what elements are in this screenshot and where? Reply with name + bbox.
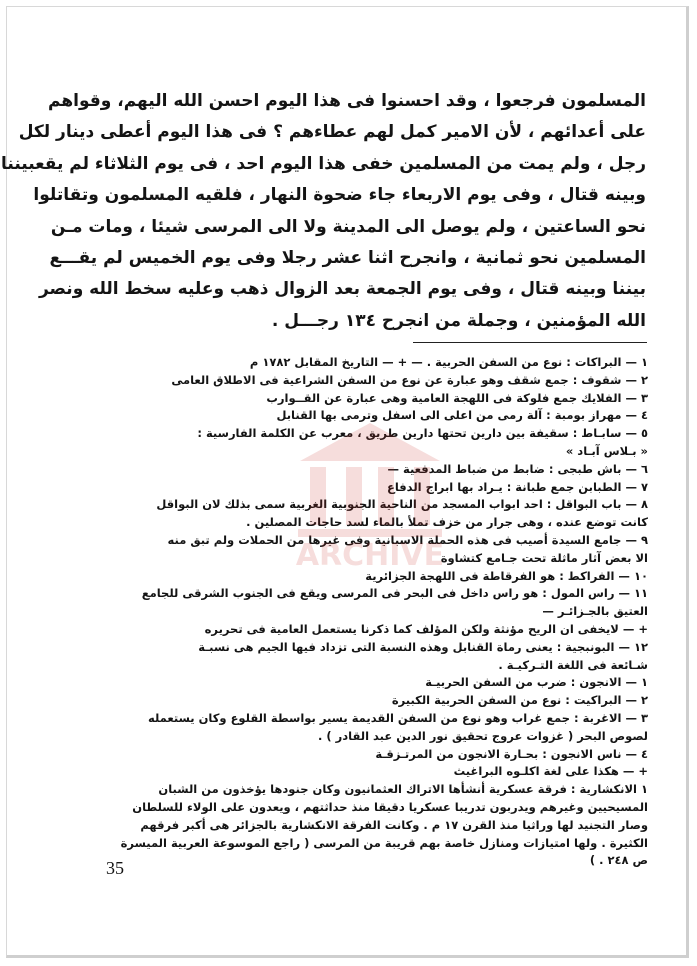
main-text-line: وبينه قتال ، وفى يوم الاربعاء جاء ضحوة النهار ، فلقيه المسلمون وتقاتلوا [33,185,646,206]
footnote-line: كانت توضع عنده ، وهى جرار من خزف تملأ بالماء لسد حاجات المصلين . [246,515,648,530]
footnote-line: ٣ — الاغربة : جمع غراب وهو نوع من السفن القديمة يسير بواسطة القلوع وكان يستعمله [148,710,648,725]
footnote-line: العتيق بالجـزائـر — [542,604,648,619]
footnote-line: ٢ — شقوف : جمع شقف وهو عبارة عن نوع من السفن الشراعية فى الاطلاق العامى [171,372,648,387]
footnote-line: ص ٢٤٨ . ) [589,853,648,868]
watermark-label: ARCHIVE [295,538,445,573]
main-body-text [1,86,646,337]
footnote-line: ٩ — جامع السيدة أصيب فى هذه الحملة الاسبانية وفى غيرها من الحملات ولم تبق منه [167,532,648,547]
main-text-line: بيننا وبينه قتال ، وفى يوم الجمعة بعد الزوال ذهب وعليه سخط الله ونصر [38,279,646,300]
footnote-line: ١٠ — الفراكط : هو الفرقاطة فى اللهجة الجزائرية [365,568,648,583]
main-text-line: نحو الساعتين ، ولم يوصل الى المدينة ولا الى المرسى شيئا ، ومات مـن [50,216,646,237]
footnote-line: شـائعة فى اللغة التـركيـة . [498,657,648,672]
footnote-line: المسيحيين وغيرهم ويدربون تدريبا عسكريا دقيقا منذ حداثتهم ، ويعدون على الولاء للسلطان [132,799,648,814]
footnote-line: ١ — البراكات : نوع من السفن الحربية . — + — التاريخ المقابل ١٧٨٢ م [249,355,648,369]
footnote-line: + — لايخفى ان الريح مؤنثة ولكن المؤلف كما ذكرنا يستعمل العامية فى تحريره [204,621,648,636]
footnote-line: ٧ — الطبابن جمع طبانة : يـراد بها ابراج الدفاع [386,479,648,494]
footnote-separator [413,342,647,343]
footnote-line: ٤ — ناس الانجون : بحـارة الانجون من المرتـزقـة [375,746,648,761]
footnote-line: ١ — الانجون : ضرب من السفن الحربيـة [425,675,648,690]
footnotes-block [88,354,648,870]
footnote-line: + — هكذا على لغة اكلـوه البراغيث [453,764,648,779]
main-text-line: رجل ، ولم يمت من المسلمين خفى هذا اليوم احد ، فى يوم الثلاثاء لم يقعبيننا [1,153,646,174]
main-text-line: على أعدائهم ، لأن الامير كمل لهم عطاءهم ؟ فى هذا اليوم أعطى دينار لكل [18,122,646,143]
footnote-line: ٥ — سابـاط : سقيفة بين دارين تحتها دارين طريق ، معرب عن الكلمة الفارسية : [197,426,648,441]
footnote-line: ٢ — البراكيت : نوع من السفن الحربية الكبيرة [391,693,648,708]
footnote-line: الا بعض آثار ماثلة تحت جـامع كتشاوة [440,550,648,565]
main-text-line: الله المؤمنين ، وجملة من انجرح ١٣٤ رجـــل . [271,310,646,331]
footnote-line: ١٢ — البونبجية : يعنى رماة القنابل وهذه النسبة التى تزداد فيها الجيم هى نسبـة [198,639,648,654]
footnote-line: ١١ — راس المول : هو راس داخل فى البحر فى المرسى ويقع فى الجنوب الشرقى للجامع [141,586,648,601]
main-text-line: المسلمون فرجعوا ، وقد احسنوا فى هذا اليوم احسن الله اليهم، وقواهم [48,91,646,111]
page-number: 35 [106,858,124,878]
footnote-line: ١ الانكشارية : فرقة عسكرية أنشأها الاتراك العثمانيون وكان جنودها يؤخذون من الشبان [158,782,648,797]
footnote-line: الكثيرة . ولها امتيازات ومنازل خاصة بهم قريبة من المرسى ( راجع الموسوعة العربية الميسرة [120,835,648,850]
main-text-line: المسلمين نحو ثمانية ، وانجرح اثنا عشر رجلا وفى يوم الخميس لم يقـــع [49,247,646,268]
footnote-line: لصوص البحر ( غزوات عروج تحقيق نور الدين عبد القادر ) . [318,728,648,743]
footnote-line: ٨ — باب البواقل : احد ابواب المسجد من الناحية الجنوبية الغربية سمى بذلك لان البواقل [156,497,648,512]
footnote-line: وصار التجنيد لها وراثيا منذ القرن ١٧ م . وكانت الفرقة الانكشارية بالجزائر هى أكبر فرقهم [140,817,648,832]
footnote-line: ٣ — الفلايك جمع فلوكة فى اللهجة العامية وهى عبارة عن القــوارب [266,390,648,405]
footnote-line: ٤ — مهراز بومبة : آلة رمى من اعلى الى اسفل وترمى بها القنابل [276,408,648,423]
footnote-line: « بـلاس آبـاد » [565,443,648,458]
footnote-line: ٦ — باش طبجى : ضابط من ضباط المدفعية — [387,461,648,476]
